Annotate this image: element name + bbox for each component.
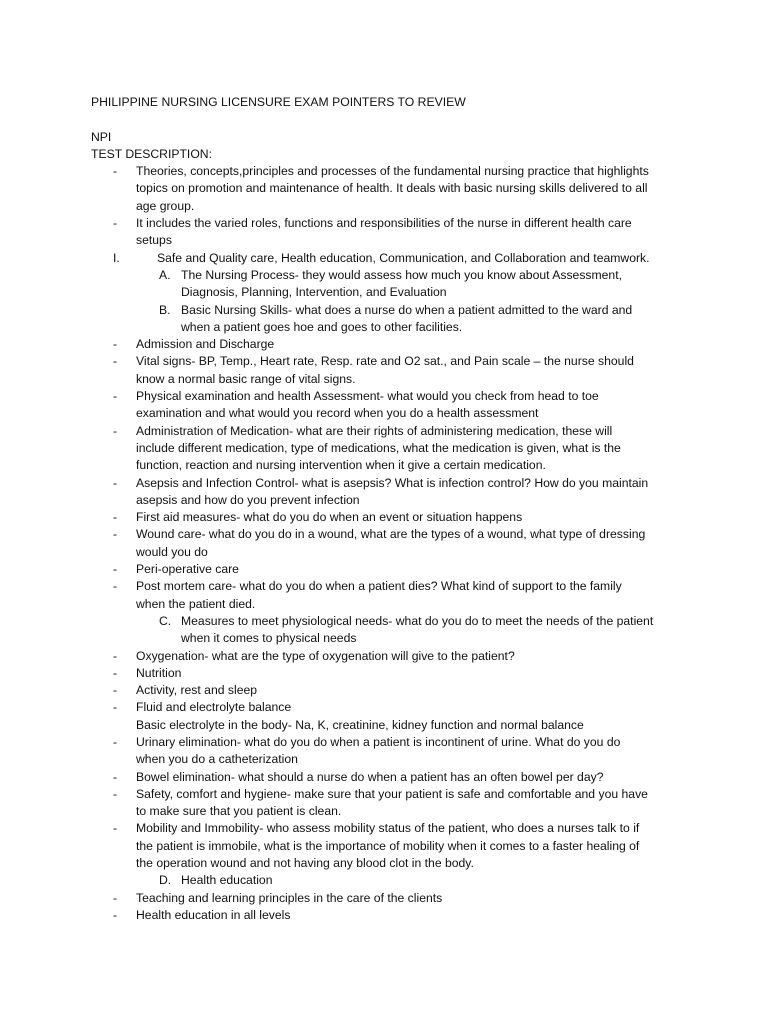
outline-item-text: First aid measures- what do you do when an event or situation happens [136, 510, 523, 525]
outline-item [91, 578, 711, 613]
outline-item [91, 475, 711, 510]
outline-item-text: Oxygenation- what are the type of oxygenation will give to the patient? [136, 648, 515, 663]
outline-item [91, 665, 711, 682]
outline-item [91, 699, 711, 716]
outline-list [91, 163, 711, 924]
bullet-marker: - [113, 907, 118, 922]
outline-item [91, 302, 711, 337]
bullet-marker: - [113, 683, 118, 698]
outline-item-text: It includes the varied roles, functions and responsibilities of the nurse in different health care setups [136, 216, 632, 248]
outline-item-text: Theories, concepts,principles and processes of the fundamental nursing practice that highlights topics on promotion and maintenance of health. It deals with basic nursing skills delivered to all age group. [136, 164, 649, 213]
outline-item [91, 388, 711, 423]
outline-item [91, 336, 711, 353]
alpha-marker: B. [159, 302, 171, 317]
outline-item-text: Admission and Discharge [136, 337, 275, 352]
outline-item [91, 682, 711, 699]
outline-item [91, 648, 711, 665]
outline-item [91, 907, 711, 924]
bullet-marker: - [113, 734, 118, 749]
document-page [91, 94, 711, 924]
outline-item [91, 820, 711, 872]
outline-item [91, 250, 711, 267]
outline-item-text: Wound care- what do you do in a wound, what are the types of a wound, what type of dressing would you do [136, 527, 646, 559]
outline-item [91, 353, 711, 388]
bullet-marker: - [113, 475, 118, 490]
outline-item-text: Post mortem care- what do you do when a patient dies? What kind of support to the family when the patient died. [136, 579, 622, 611]
bullet-marker: - [113, 700, 118, 715]
bullet-marker: - [113, 562, 118, 577]
bullet-marker: - [113, 389, 118, 404]
outline-item [91, 509, 711, 526]
bullet-marker: - [113, 821, 118, 836]
outline-item-text: Nutrition [136, 665, 182, 680]
outline-item-text: Vital signs- BP, Temp., Heart rate, Resp. rate and O2 sat., and Pain scale – the nurse should know a normal basic range of vital signs. [136, 354, 634, 386]
roman-marker: I. [113, 250, 120, 265]
bullet-marker: - [113, 423, 118, 438]
outline-item-text: Safe and Quality care, Health education, Communication, and Collaboration and teamwork. [157, 250, 650, 265]
outline-item [91, 872, 711, 889]
bullet-marker: - [113, 164, 118, 179]
bullet-marker: - [113, 769, 118, 784]
bullet-marker: - [113, 579, 118, 594]
outline-item [91, 734, 711, 769]
document-title: PHILIPPINE NURSING LICENSURE EXAM POINTERS TO REVIEW [91, 95, 466, 109]
outline-item-text: Urinary elimination- what do you do when a patient is incontinent of urine. What do you do when you do a catheterization [136, 734, 621, 767]
outline-item-text: Asepsis and Infection Control- what is asepsis? What is infection control? How do you maintain asepsis and how do you prevent infection [136, 475, 649, 507]
alpha-marker: D. [159, 873, 172, 888]
outline-item-text: Basic Nursing Skills- what does a nurse do when a patient admitted to the ward and when a patient goes hoe and goes to other facilities. [181, 302, 633, 334]
subject-code: NPI [91, 129, 112, 144]
outline-item-text: Teaching and learning principles in the care of the clients [136, 890, 443, 905]
outline-item-text: Mobility and Immobility- who assess mobility status of the patient, who does a nurses talk to if the patient is immobile, what is the importance of mobility when it comes to a faster healing of the operation wound and not having any blood clot in the body. [136, 821, 640, 871]
bullet-marker: - [113, 510, 118, 525]
outline-item-text: Activity, rest and sleep [136, 683, 258, 698]
outline-item-text: Safety, comfort and hygiene- make sure that your patient is safe and comfortable and you have to make sure that you patient is clean. [136, 786, 648, 819]
outline-item [91, 786, 711, 821]
bullet-marker: - [113, 337, 118, 352]
outline-item [91, 423, 711, 475]
outline-item [91, 717, 711, 734]
outline-item [91, 163, 711, 215]
outline-item [91, 613, 711, 648]
outline-item-text: Health education [181, 873, 273, 888]
outline-item-text: Administration of Medication- what are their rights of administering medication, these will include different medication, type of medications, what the medication is given, what is the function, reaction and nursing intervention when it give a certain medication. [136, 423, 621, 473]
bullet-marker: - [113, 216, 118, 231]
spacer [91, 111, 711, 128]
outline-item [91, 267, 711, 302]
bullet-marker: - [113, 890, 118, 905]
outline-item-text: Peri-operative care [136, 562, 239, 577]
alpha-marker: C. [159, 613, 172, 628]
outline-item [91, 561, 711, 578]
outline-item [91, 215, 711, 250]
section-heading: TEST DESCRIPTION: [91, 146, 212, 161]
bullet-marker: - [113, 665, 118, 680]
bullet-marker: - [113, 786, 118, 801]
outline-item-text: Basic electrolyte in the body- Na, K, creatinine, kidney function and normal balance [136, 717, 584, 732]
bullet-marker: - [113, 527, 118, 542]
outline-item-text: Bowel elimination- what should a nurse do when a patient has an often bowel per day? [136, 769, 604, 784]
bullet-marker: - [113, 648, 118, 663]
outline-item-text: The Nursing Process- they would assess how much you know about Assessment, Diagnosis, Planning, Intervention, and Evaluation [181, 267, 622, 300]
outline-item-text: Measures to meet physiological needs- what do you do to meet the needs of the patient when it comes to physical needs [181, 613, 654, 646]
bullet-marker: - [113, 354, 118, 369]
outline-item-text: Physical examination and health Assessment- what would you check from head to toe examination and what would you record when you do a health assessment [136, 389, 599, 421]
outline-item [91, 769, 711, 786]
outline-item-text: Health education in all levels [136, 907, 291, 922]
outline-item [91, 526, 711, 561]
outline-item [91, 890, 711, 907]
alpha-marker: A. [159, 267, 171, 282]
outline-item-text: Fluid and electrolyte balance [136, 700, 292, 715]
